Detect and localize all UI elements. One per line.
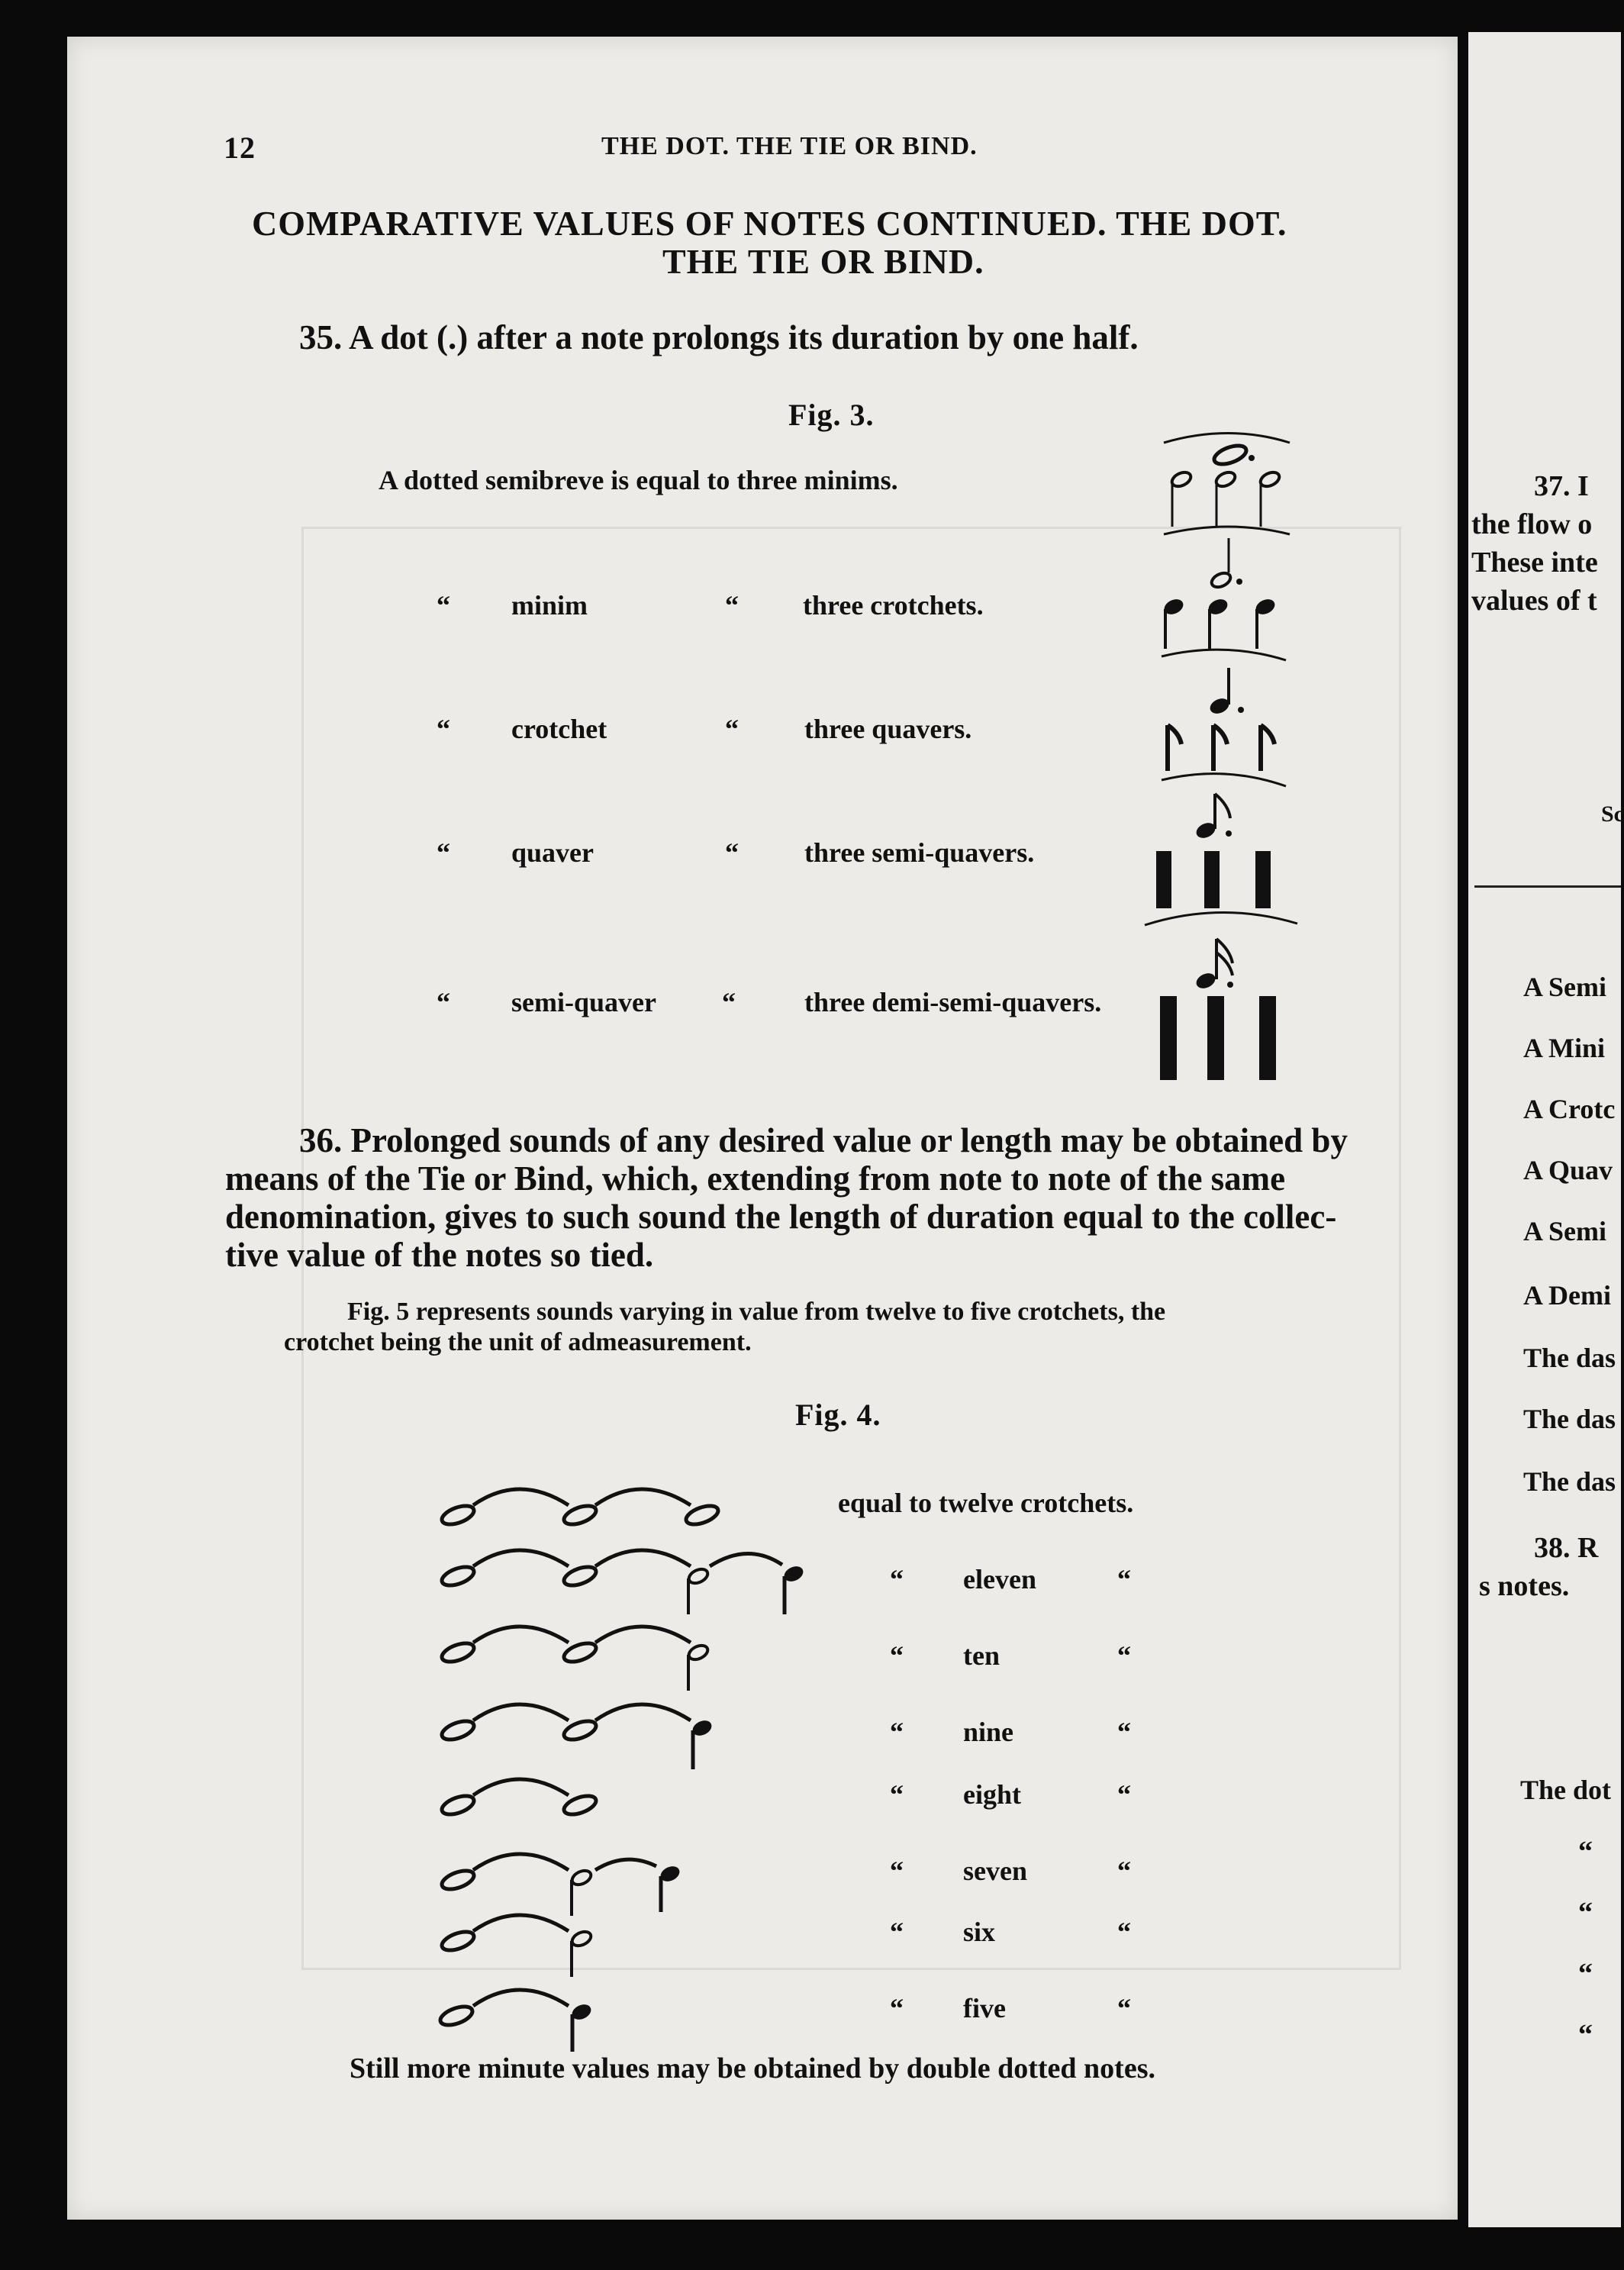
fig3-dotted-minim: [1162, 538, 1286, 660]
fig4-note-heads: [438, 1502, 806, 2052]
ditto-mark: “: [1117, 1717, 1131, 1747]
fig3-dotted-quaver: [1145, 794, 1297, 925]
ditto-mark: “: [437, 837, 450, 868]
right-table-row: A Crotc: [1523, 1094, 1616, 1124]
note-value: three crotchets.: [803, 590, 984, 621]
page-number: 12: [224, 131, 256, 165]
ditto-mark: “: [725, 590, 739, 621]
note-name: semi-quaver: [511, 987, 656, 1017]
note-name: crotchet: [511, 714, 607, 744]
ditto-mark: “: [890, 1640, 904, 1671]
ditto-mark: “: [437, 590, 450, 621]
right-table-row: The das: [1523, 1343, 1616, 1373]
fig4-first-line: equal to twelve crotchets.: [838, 1488, 1134, 1518]
ditto-mark: “: [1117, 1856, 1131, 1886]
ditto-mark: “: [437, 714, 450, 744]
fig3-caption: Fig. 3.: [788, 398, 875, 432]
right-table-row: A Mini: [1523, 1033, 1606, 1063]
right-para-37: 37. I: [1534, 470, 1589, 502]
ditto-mark: “: [1117, 1640, 1131, 1671]
paragraph-36-line1: 36. Prolonged sounds of any desired value or length may be obtained by: [299, 1121, 1348, 1159]
page-title-line2: THE TIE OR BIND.: [662, 242, 984, 281]
right-line: s notes.: [1479, 1570, 1570, 1602]
ditto-mark: “: [890, 1993, 904, 2023]
ditto-mark: “: [890, 1917, 904, 1947]
ditto-mark: “: [1578, 1836, 1593, 1868]
count-word: eight: [963, 1779, 1021, 1810]
right-line: These inte: [1471, 547, 1598, 579]
ditto-mark: “: [437, 987, 450, 1017]
count-word: six: [963, 1917, 996, 1947]
right-line: values of t: [1471, 585, 1597, 617]
note-value: three semi-quavers.: [804, 837, 1035, 868]
ditto-mark: “: [1117, 1779, 1131, 1810]
ditto-mark: “: [890, 1856, 904, 1886]
ditto-mark: “: [890, 1779, 904, 1810]
ditto-mark: “: [1117, 1917, 1131, 1947]
ditto-mark: “: [1117, 1993, 1131, 2023]
page-title: COMPARATIVE VALUES OF NOTES CONTINUED. THE DOT.: [252, 204, 1287, 243]
ditto-mark: “: [1117, 1564, 1131, 1594]
right-para-38: 38. R: [1534, 1532, 1599, 1564]
ditto-mark: “: [725, 837, 739, 868]
count-word: eleven: [963, 1564, 1036, 1594]
fig5-note-line1: Fig. 5 represents sounds varying in value from twelve to five crotchets, the: [347, 1298, 1166, 1326]
note-value: three demi-semi-quavers.: [804, 987, 1102, 1017]
paragraph-36-line4: tive value of the notes so tied.: [225, 1236, 654, 1274]
fig4-caption: Fig. 4.: [795, 1398, 881, 1432]
right-line: the flow o: [1471, 508, 1593, 540]
ditto-mark: “: [725, 714, 739, 744]
count-word: seven: [963, 1856, 1027, 1886]
right-table-row: The das: [1523, 1404, 1616, 1434]
ditto-mark: “: [890, 1564, 904, 1594]
right-table-row: A Semi: [1523, 972, 1607, 1002]
paragraph-36-line3: denomination, gives to such sound the length of duration equal to the collec-: [225, 1198, 1337, 1236]
ditto-mark: “: [722, 987, 736, 1017]
right-dot-line: The dot: [1520, 1775, 1612, 1805]
note-name: minim: [511, 590, 588, 621]
right-fragment: Sc: [1601, 801, 1624, 827]
fig3-first-line: A dotted semibreve is equal to three minims.: [379, 465, 898, 495]
fig4-tied-notes: [473, 1489, 782, 2006]
fig3-dotted-semiquaver: [1160, 939, 1276, 1080]
paragraph-35: 35. A dot (.) after a note prolongs its duration by one half.: [299, 318, 1139, 356]
ditto-mark: “: [890, 1717, 904, 1747]
ditto-mark: “: [1578, 2019, 1593, 2051]
note-value: three quavers.: [804, 714, 972, 744]
right-table-row: A Quav: [1523, 1155, 1613, 1185]
fig3-dotted-semibreve: [1164, 434, 1290, 535]
right-table-row: The das: [1523, 1466, 1616, 1497]
fig5-note-line2: crotchet being the unit of admeasurement.: [284, 1328, 752, 1356]
paragraph-36-line2: means of the Tie or Bind, which, extending from note to note of the same: [225, 1159, 1286, 1198]
footer-note: Still more minute values may be obtained by double dotted notes.: [350, 2052, 1155, 2085]
count-word: ten: [963, 1640, 1000, 1671]
ditto-mark: “: [1578, 1958, 1593, 1990]
right-table-row: A Demi: [1523, 1280, 1611, 1311]
note-name: quaver: [511, 837, 594, 868]
running-head: THE DOT. THE TIE OR BIND.: [601, 132, 978, 160]
count-word: five: [963, 1993, 1006, 2023]
fig3-dotted-crotchet: [1162, 668, 1286, 786]
ditto-mark: “: [1578, 1897, 1593, 1929]
right-table-row: A Semi: [1523, 1216, 1607, 1246]
count-word: nine: [963, 1717, 1014, 1747]
